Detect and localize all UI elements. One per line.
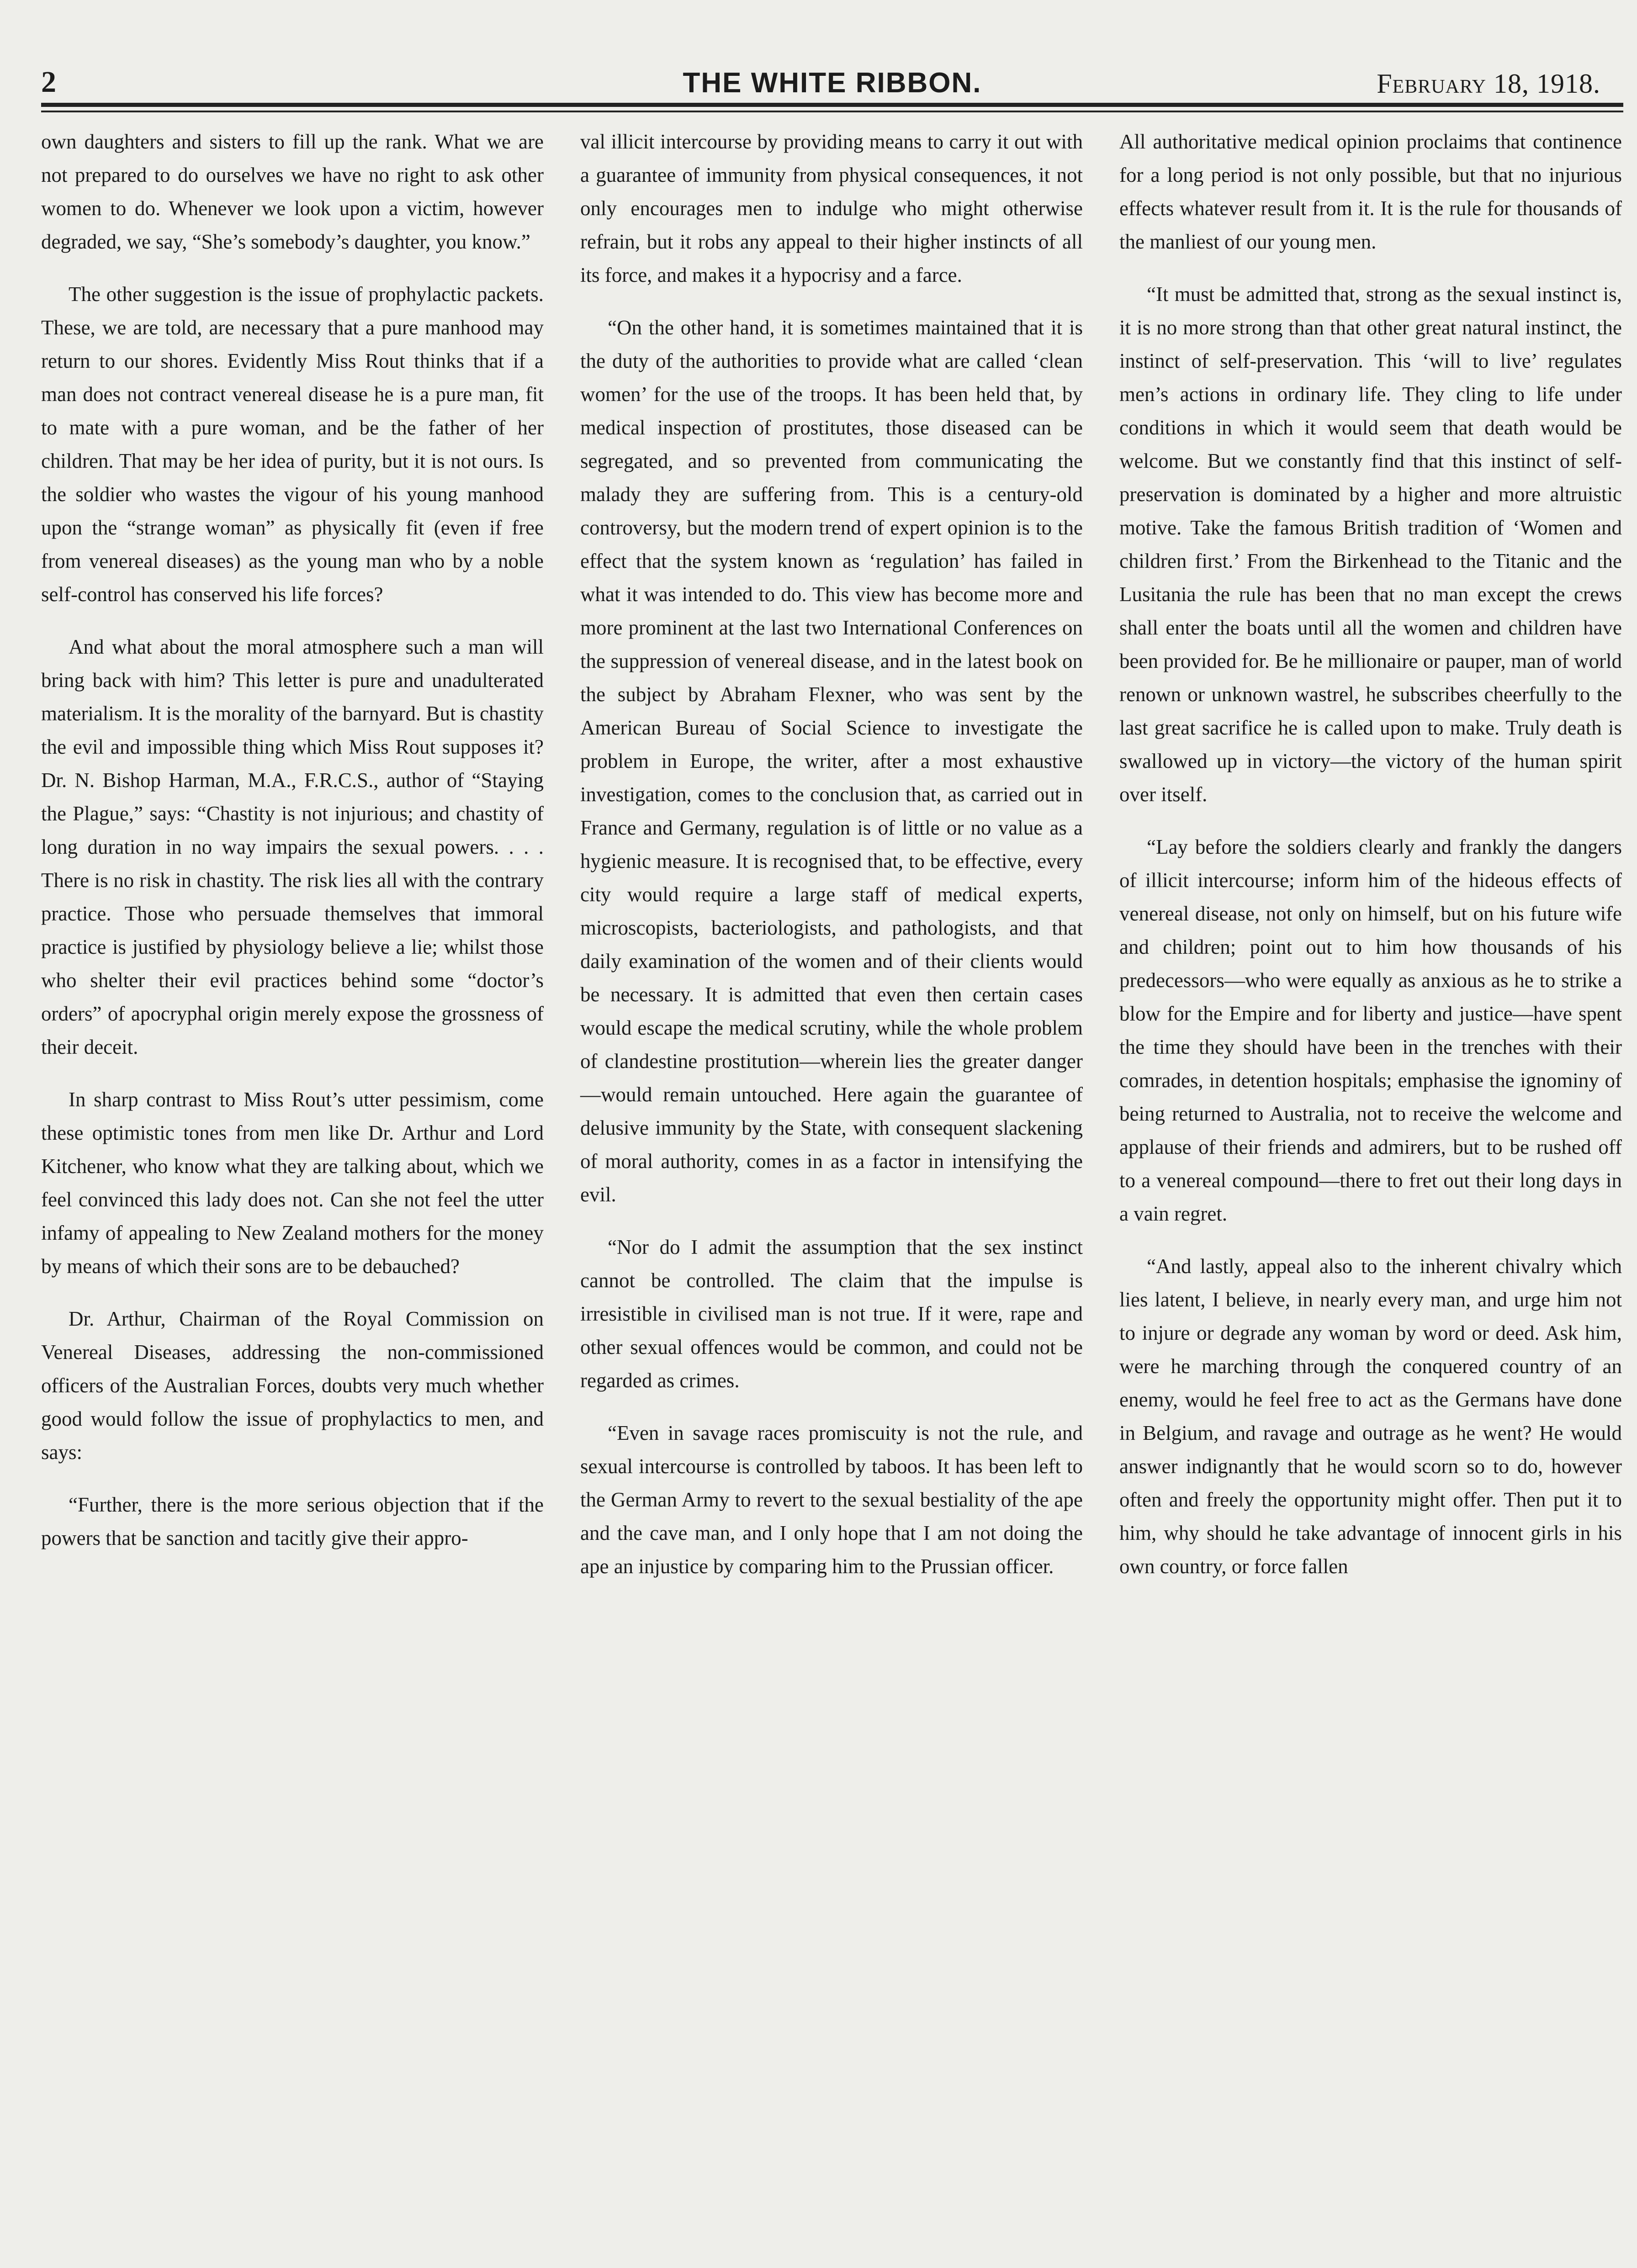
paragraph: Dr. Arthur, Chairman of the Royal Commission on Venereal Diseases, addressing the non-commissioned officers of the Australian Forces, doubts very much whether good would follow the issue of prophylactics to men, and says: (41, 1307, 544, 1464)
paragraph: “Further, there is the more serious objection that if the powers that be sanction and tacitly give their appro- (41, 1493, 544, 1549)
column-3 (1119, 125, 1622, 1602)
paragraph: own daughters and sisters to fill up the rank. What we are not prepared to do ourselves we have no right to ask other women to do. Whenever we look upon a victim, however degraded, we say, “She’s somebody’s daughter, you know.” (41, 130, 544, 253)
page-number: 2 (41, 65, 56, 99)
paragraph: “And lastly, appeal also to the inherent chivalry which lies latent, I believe, in nearly every man, and urge him not to injure or degrade any woman by word or deed. Ask him, were he marching through the conquered country of an enemy, would he feel free to act as the Germans have done in Belgium, and ravage and outrage as he went? He would answer indignantly that he would scorn so to do, however often and freely the opportunity might offer. Then put it to him, why should he take advantage of innocent girls in his own country, or force fallen (1119, 1255, 1622, 1578)
paragraph: “Lay before the soldiers clearly and frankly the dangers of illicit intercourse; inform him of the hideous effects of venereal disease, not only on himself, but on his future wife and children; point out to him how thousands of his predecessors—who were equally as anxious as he to strike a blow for the Empire and for liberty and justice—have spent the time they should have been in the trenches with their comrades, in detention hospitals; emphasise the ignominy of being returned to Australia, not to receive the welcome and applause of their friends and admirers, but to be rushed off to a venereal compound—there to fret out their long days in a vain regret. (1119, 835, 1622, 1225)
masthead (41, 59, 1623, 107)
paragraph: “On the other hand, it is sometimes maintained that it is the duty of the authorities to provide what are called ‘clean women’ for the use of the troops. It has been held that, by medical inspection of prostitutes, those diseased can be segregated, and so prevented from communicating the malady they are suffering from. This is a century-old controversy, but the modern trend of expert opinion is to the effect that the system known as ‘regulation’ has failed in what it was intended to do. This view has become more and more prominent at the last two International Conferences on the suppression of venereal disease, and in the latest book on the subject by Abraham Flexner, who was sent by the American Bureau of Social Science to investigate the problem in Europe, the writer, after a most exhaustive investigation, comes to the conclusion that, as carried out in France and Germany, regulation is of little or no value as a hygienic measure. It is recognised that, to be effective, every city would require a large staff of medical experts, microscopists, bacteriologists, and pathologists, and that daily examination of the women and of their clients would be necessary. It is admitted that even then certain cases would escape the medical scrutiny, while the whole problem of clandestine prostitution—wherein lies the greater danger—would remain untouched. Here again the guarantee of delusive immunity by the State, with consequent slackening of moral authority, comes in as a factor in intensifying the evil. (580, 316, 1083, 1206)
paragraph: In sharp contrast to Miss Rout’s utter pessimism, come these optimistic tones from men like Dr. Arthur and Lord Kitchener, who know what they are talking about, which we feel convinced this lady does not. Can she not feel the utter infamy of appealing to New Zealand mothers for the money by means of which their sons are to be debauched? (41, 1088, 544, 1278)
issue-date: February 18, 1918. (1377, 69, 1600, 99)
paragraph: All authoritative medical opinion proclaims that continence for a long period is not only possible, but that no injurious effects whatever result from it. It is the rule for thousands of the manliest of our young men. (1119, 130, 1622, 253)
column-2 (580, 125, 1083, 1602)
header-rule (41, 111, 1623, 112)
journal-title: THE WHITE RIBBON. (683, 67, 982, 99)
paragraph: “Even in savage races promiscuity is not the rule, and sexual intercourse is controlled by taboos. It has been left to the German Army to revert to the sexual bestiality of the ape and the cave man, and I only hope that I am not doing the ape an injustice by comparing him to the Prussian officer. (580, 1422, 1083, 1578)
article-columns (41, 125, 1623, 1602)
paragraph: val illicit intercourse by providing means to carry it out with a guarantee of immunity from physical consequences, it not only encourages men to indulge who might otherwise refrain, but it robs any appeal to their higher instincts of all its force, and makes it a hypocrisy and a farce. (580, 130, 1083, 286)
paragraph: And what about the moral atmosphere such a man will bring back with him? This letter is pure and unadulterated materialism. It is the morality of the barnyard. But is chastity the evil and impossible thing which Miss Rout supposes it? Dr. N. Bishop Harman, M.A., F.R.C.S., author of “Staying the Plague,” says: “Chastity is not injurious; and chastity of long duration in no way impairs the sexual powers. . . . There is no risk in chastity. The risk lies all with the contrary practice. Those who persuade themselves that immoral practice is justified by physiology believe a lie; whilst those who shelter their evil practices behind some “doctor’s orders” of apocryphal origin merely expose the grossness of their deceit. (41, 635, 544, 1058)
paragraph: “It must be admitted that, strong as the sexual instinct is, it is no more strong than that other great natural instinct, the instinct of self-preservation. This ‘will to live’ regulates men’s actions in ordinary life. They cling to life under conditions in which it would seem that death would be welcome. But we constantly find that this instinct of self-preservation is dominated by a higher and more altruistic motive. Take the famous British tradition of ‘Women and children first.’ From the Birkenhead to the Titanic and the Lusitania the rule has been that no man except the crews shall enter the boats until all the women and children have been provided for. Be he millionaire or pauper, man of world renown or unknown wastrel, he subscribes cheerfully to the last great sacrifice he is called upon to make. Truly death is swallowed up in victory—the victory of the human spirit over itself. (1119, 283, 1622, 806)
paragraph: “Nor do I admit the assumption that the sex instinct cannot be controlled. The claim that the impulse is irresistible in civilised man is not true. If it were, rape and other sexual offences would be common, and could not be regarded as crimes. (580, 1236, 1083, 1392)
column-1 (41, 125, 544, 1602)
paragraph: The other suggestion is the issue of prophylactic packets. These, we are told, are necessary that a pure manhood may return to our shores. Evidently Miss Rout thinks that if a man does not contract venereal disease he is a pure man, fit to mate with a pure woman, and be the father of her children. That may be her idea of purity, but it is not ours. Is the soldier who wastes the vigour of his young manhood upon the “strange woman” as physically fit (even if free from venereal diseases) as the young man who by a noble self-control has conserved his life forces? (41, 283, 544, 606)
